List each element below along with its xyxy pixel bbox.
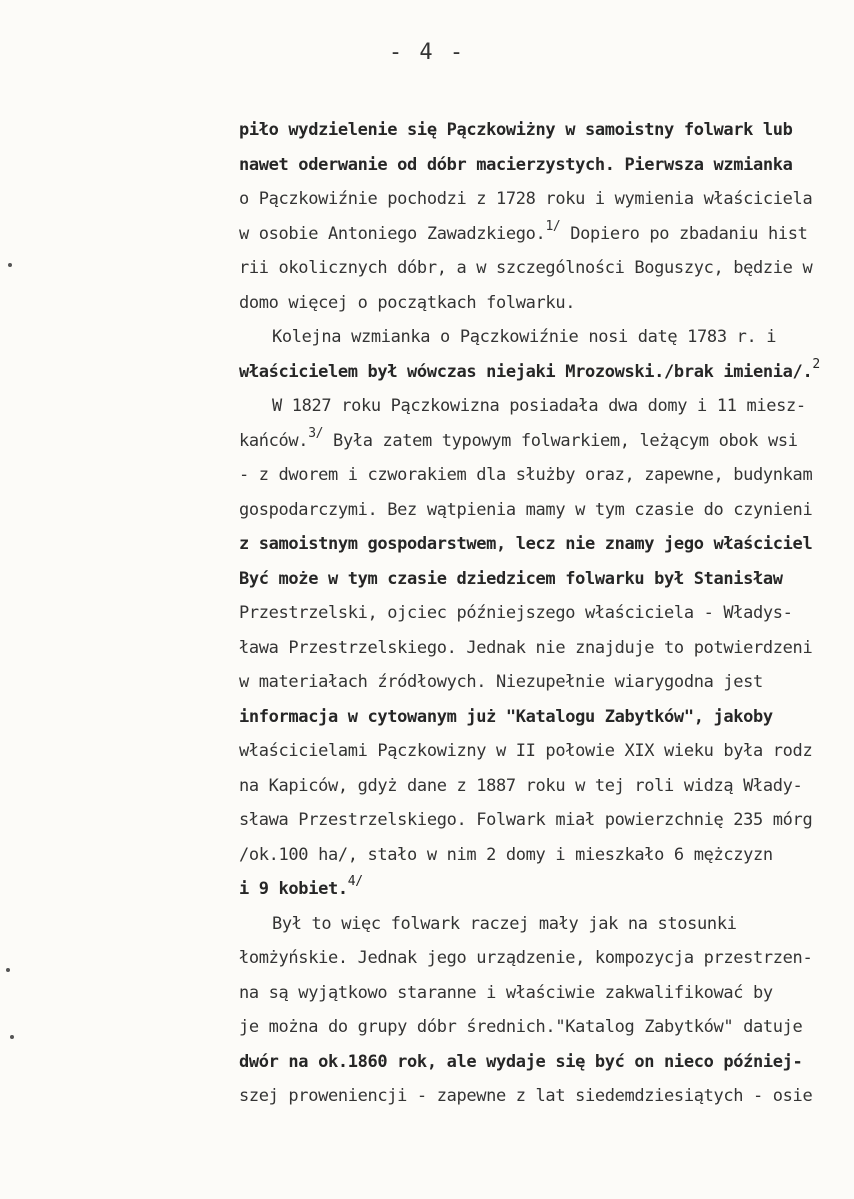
text-line (239, 320, 839, 355)
text-line-content: Był to więc folwark raczej mały jak na stosunki (272, 913, 737, 934)
text-line (239, 389, 839, 424)
text-line (239, 148, 839, 183)
text-line (239, 217, 839, 252)
text-line-content: Przestrzelski, ojciec późniejszego właściciela - Władys- (239, 603, 793, 623)
footnote-marker: 2 (812, 356, 820, 372)
margin-mark (8, 263, 12, 267)
text-line (239, 355, 839, 390)
text-line-content: w materiałach źródłowych. Niezupełnie wiarygodna jest (239, 672, 763, 692)
text-line (239, 838, 839, 873)
text-line-content: sława Przestrzelskiego. Folwark miał powierzchnię 235 mórg (239, 810, 813, 830)
text-line (239, 1079, 839, 1114)
body-text (239, 113, 839, 1114)
page-number: - 4 - (388, 40, 466, 65)
text-line (239, 907, 839, 942)
text-line-content: w osobie Antoniego Zawadzkiego. (239, 223, 546, 244)
text-line-content: dwór na ok.1860 rok, ale wydaje się być on nieco później- (239, 1051, 803, 1072)
footnote-marker: 3/ (308, 425, 324, 441)
text-line-content: - z dworem i czworakiem dla służby oraz, zapewne, budynkam (239, 465, 813, 485)
text-line (239, 1010, 839, 1045)
text-line-content: Kolejna wzmianka o Pączkowiźnie nosi datę 1783 r. i (272, 327, 777, 347)
text-line-content: i 9 kobiet. (239, 879, 348, 899)
text-line-content: o Pączkowiźnie pochodzi z 1728 roku i wymienia właściciela (239, 189, 813, 209)
text-line-content: ława Przestrzelskiego. Jednak nie znajduje to potwierdzeni (239, 637, 813, 658)
text-line (239, 700, 839, 735)
text-line-content: z samoistnym gospodarstwem, lecz nie znamy jego właściciel (239, 534, 813, 554)
text-line-content: rii okolicznych dóbr, a w szczególności Boguszyc, będzie w (239, 258, 813, 278)
margin-mark (6, 968, 10, 972)
text-line (239, 562, 839, 597)
text-line (239, 527, 839, 562)
text-line-content: Być może w tym czasie dziedzicem folwarku był Stanisław (239, 568, 783, 589)
text-line (239, 734, 839, 769)
text-line-content: kańców. (239, 430, 309, 451)
text-line-continuation: Była zatem typowym folwarkiem, leżącym obok wsi (323, 430, 798, 451)
text-line (239, 1045, 839, 1080)
text-line (239, 458, 839, 493)
footnote-marker: 1/ (545, 218, 561, 234)
text-line-content: je można do grupy dóbr średnich."Katalog Zabytków" datuje (239, 1017, 803, 1037)
text-line-content: łomżyńskie. Jednak jego urządzenie, kompozycja przestrzen- (239, 948, 813, 968)
text-line (239, 941, 839, 976)
text-line (239, 596, 839, 631)
text-line-content: na Kapiców, gdyż dane z 1887 roku w tej roli widzą Włady- (239, 775, 803, 796)
text-line-content: nawet oderwanie od dóbr macierzystych. Pierwsza wzmianka (239, 154, 793, 175)
footnote-marker: 4/ (347, 874, 363, 889)
text-line-content: na są wyjątkowo staranne i właściwie zakwalifikować by (239, 982, 773, 1003)
text-line (239, 182, 839, 217)
text-line (239, 872, 839, 907)
text-line (239, 424, 839, 459)
text-line (239, 113, 839, 148)
text-line-content: piło wydzielenie się Pączkowiżny w samoistny folwark lub (239, 120, 793, 140)
text-line (239, 251, 839, 286)
text-line (239, 631, 839, 666)
text-line-content: /ok.100 ha/, stało w nim 2 domy i mieszkało 6 mężczyzn (239, 844, 773, 865)
text-line-content: właścicielami Pączkowizny w II połowie XIX wieku była rodz (239, 741, 813, 761)
text-line-continuation: Dopiero po zbadaniu hist (560, 223, 808, 244)
text-line-content: szej proweniencji - zapewne z lat siedemdziesiątych - osie (239, 1086, 813, 1106)
text-line-content: domo więcej o początkach folwarku. (239, 292, 576, 313)
text-line-content: właścicielem był wówczas niejaki Mrozowski./brak imienia/. (239, 361, 813, 382)
margin-mark (10, 1035, 14, 1039)
text-line (239, 803, 839, 838)
text-line (239, 493, 839, 528)
text-line (239, 976, 839, 1011)
text-line (239, 286, 839, 321)
text-line-content: gospodarczymi. Bez wątpienia mamy w tym czasie do czynieni (239, 499, 813, 520)
text-line-content: W 1827 roku Pączkowizna posiadała dwa domy i 11 miesz- (272, 396, 806, 416)
text-line-content: informacja w cytowanym już "Katalogu Zabytków", jakoby (239, 706, 773, 727)
text-line (239, 769, 839, 804)
text-line (239, 665, 839, 700)
